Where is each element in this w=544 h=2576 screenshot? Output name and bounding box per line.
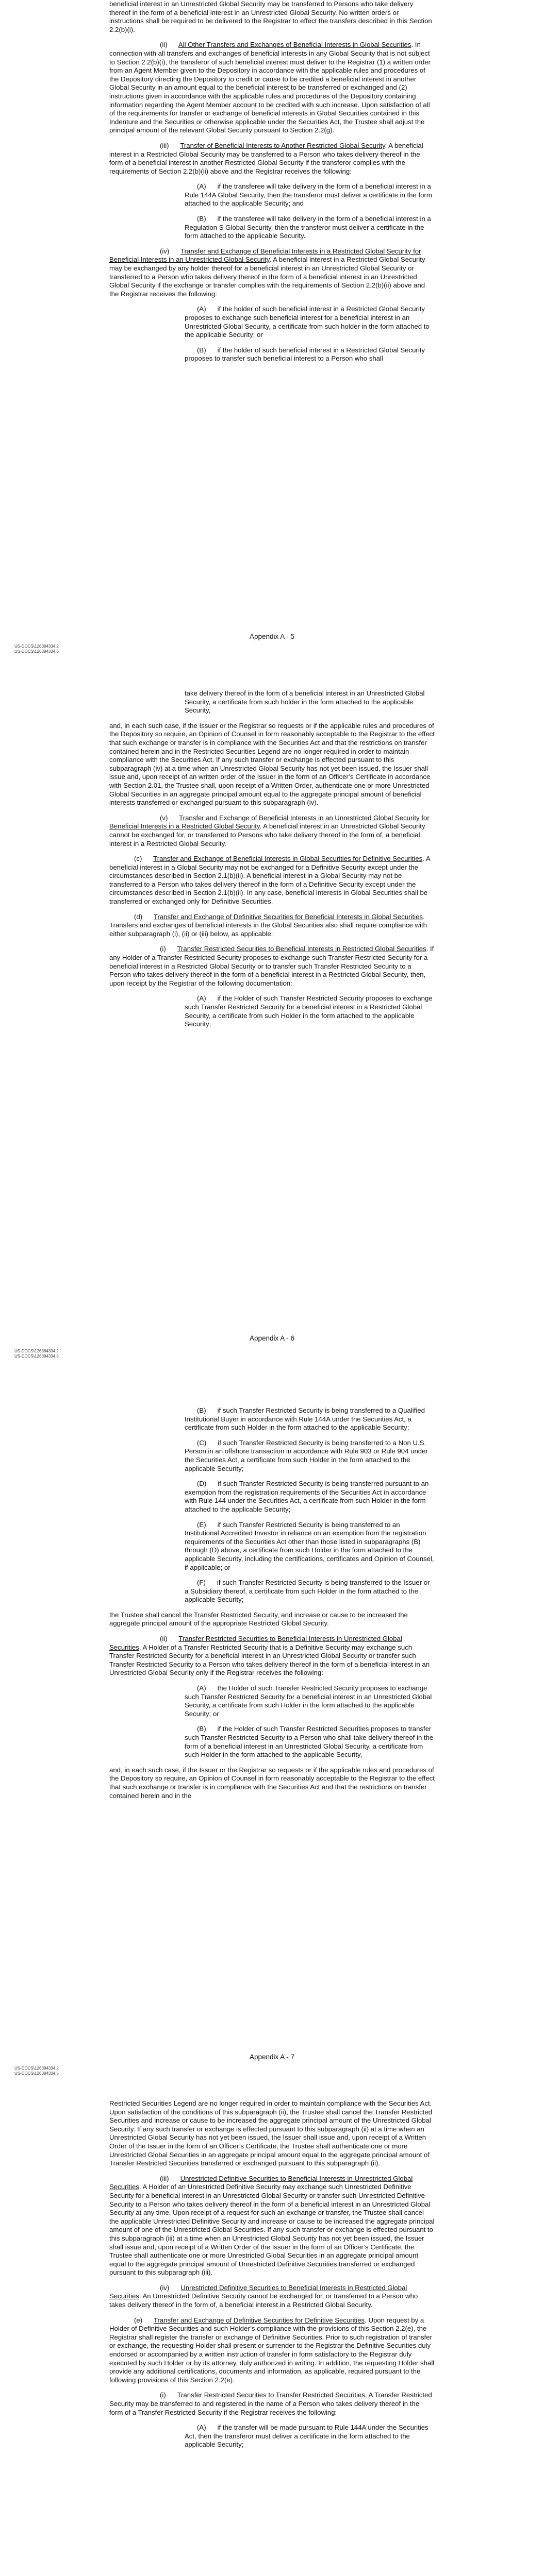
page-content xyxy=(109,0,435,370)
paragraph xyxy=(109,247,435,299)
clause-number: (A) xyxy=(197,994,206,1003)
clause-number: (e) xyxy=(134,2316,143,2324)
clause-text: . A beneficial interest in an Unrestricted Global Security cannot be exchanged for, or transferred to Persons who take delivery thereof in the form of, a beneficial interest in a Restricted Global Security. xyxy=(109,822,425,848)
paragraph xyxy=(185,1579,435,1604)
clause-number: (C) xyxy=(197,1438,207,1447)
paragraph xyxy=(185,1684,435,1718)
paragraph: and, in each such case, if the Issuer or the Registrar so requests or if the applicable rules and procedures of the Depository so require, an Opinion of Counsel in form reasonably acceptable to the Registrar to the effect that such exchange or transfer is in compliance with the Securities Act and that the restrictions on transfer contained herein and in the Restricted Securities Legend are no longer required in order to maintain compliance with the Securities Act. If any such transfer or exchange is effected pursuant to this subparagraph (iv) at a time when an Unrestricted Global Security has not yet been issued, the Issuer shall issue and, upon receipt of an written order of the Issuer in the form of an Officer’s Certificate in accordance with Section 2.01, the Trustee shall, upon receipt of a Written Order, authenticate one or more Unrestricted Global Securities in an aggregate principal amount equal to the aggregate principal amount of beneficial interests transferred or exchanged pursuant to this subparagraph (iv). xyxy=(109,721,435,807)
clause-heading: Transfer of Beneficial Interests to Another Restricted Global Security xyxy=(180,141,385,149)
clause-text: if such Transfer Restricted Security is being transferred to the Issuer or a Subsidiary thereof, a certificate from such Holder in the form attached to the applicable Security; xyxy=(185,1579,430,1604)
clause-number: (D) xyxy=(197,1480,207,1488)
document-page xyxy=(0,1391,544,2076)
clause-number: (ii) xyxy=(160,41,168,49)
paragraph xyxy=(185,346,435,363)
clause-text: if such Transfer Restricted Security is being transferred to a Non U.S. Person in an offshore transaction in accordance with Rule 903 or Rule 904 under the Securities Act, a certificate from such Holder in the form attached to the applicable Security; xyxy=(185,1438,428,1472)
paragraph xyxy=(109,2316,435,2385)
clause-text: if such Transfer Restricted Security is being transferred to a Qualified Institutional Buyer in accordance with Rule 144A under the Securities Act, a certificate from such Holder in the form attached to the applicable Security; xyxy=(185,1406,425,1432)
clause-number: (B) xyxy=(197,346,206,354)
paragraph: beneficial interest in an Unrestricted Global Security may be transferred to Persons who take delivery thereof in the form of a beneficial interest in an Unrestricted Global Security. No written orders or instructions shall be required to be delivered to the Registrar to effect the transfers described in this Section 2.2(b)(i). xyxy=(109,0,432,33)
paragraph xyxy=(185,1406,435,1432)
clause-heading: Unrestricted Definitive Securities to Beneficial Interests in Restricted Global Securities xyxy=(109,2283,407,2300)
paragraph xyxy=(185,215,435,241)
clause-number: (v) xyxy=(160,814,168,822)
paragraph xyxy=(109,2284,435,2310)
clause-text: . A beneficial interest in a Global Security may not be exchanged for a Definitive Security except under the circumstances described in Section 2.1(b)(ii). A beneficial interest in a Global Security may not be transferred to a Person who takes delivery thereof in the form of a Definitive Security except under the circumstances described in Section 2.1(b)(ii). In any case, beneficial interests in Global Securities shall be transferred or exchanged only for Definitive Securities. xyxy=(109,855,430,906)
clause-heading: Transfer Restricted Securities to Beneficial Interests in Restricted Global Securities xyxy=(177,945,426,953)
clause-number: (i) xyxy=(160,2391,166,2399)
document-id-line: US-DOCS\126384334.2 xyxy=(14,644,59,649)
clause-number: (A) xyxy=(197,182,206,191)
paragraph xyxy=(109,945,435,988)
clause-heading: Transfer Restricted Securities to Transfer Restricted Securities xyxy=(177,2391,365,2399)
paragraph xyxy=(185,1521,435,1572)
clause-text: . Upon request by a Holder of Definitive Securities and such Holder’s compliance with the provisions of this Section 2.2(e), the Registrar shall register the transfer or exchange of Definitive Securities. Prior to such registration of transfer or exchange, the requesting Holder shall present or surrender to the Registrar the Definitive Securities duly endorsed or accompanied by a written instruction of transfer in form satisfactory to the Registrar duly executed by such Holder or by its attorney, duly authorized in writing. In addition, the requesting Holder shall provide any additional certifications, documents and information, as applicable, required pursuant to the following provisions of this Section 2.2(e). xyxy=(109,2316,435,2384)
clause-heading: Transfer and Exchange of Definitive Securities for Definitive Securities xyxy=(153,2316,365,2324)
paragraph xyxy=(109,814,435,848)
clause-text: the Holder of such Transfer Restricted Security proposes to exchange such Transfer Restricted Security for a beneficial interest in an Unrestricted Global Security, a certificate from such Holder in the form attached to the applicable Security; or xyxy=(185,1684,432,1718)
document-page xyxy=(0,670,544,1376)
clause-text: . An Unrestricted Definitive Security cannot be exchanged for, or transferred to a Person who takes delivery thereof in the form of, a beneficial interest in a Restricted Global Security. xyxy=(109,2292,418,2309)
clause-text: if such Transfer Restricted Security is being transferred to an Institutional Accredited Investor in reliance on an exemption from the registration requirements of the Securities Act other than those listed in subparagraphs (B) through (D) above, a certificate from such Holder in the form attached to the applicable Security, including the certifications, certificates and Opinion of Counsel, if applicable; or xyxy=(185,1520,434,1571)
clause-number: (A) xyxy=(197,2424,206,2432)
clause-number: (B) xyxy=(197,215,206,223)
clause-number: (F) xyxy=(197,1579,206,1587)
clause-number: (B) xyxy=(197,1406,206,1414)
document-id xyxy=(14,2066,59,2076)
clause-number: (iv) xyxy=(160,2283,170,2292)
document-page xyxy=(0,2084,544,2576)
paragraph xyxy=(109,855,435,906)
clause-text: if such Transfer Restricted Security is being transferred pursuant to an exemption from the registration requirements of the Securities Act in accordance with Rule 144 under the Securities Act, a certificate from such Holder in the form attached to the applicable Security; xyxy=(185,1480,429,1513)
page-content xyxy=(109,1406,435,1807)
document-id-line: US-DOCS\126384334.5 xyxy=(14,2071,59,2076)
paragraph: and, in each such case, if the Issuer or the Registrar so requests or if the applicable rules and procedures of the Depository so require, an Opinion of Counsel in form reasonably acceptable to the Registrar to the effect that such exchange or transfer is in compliance with the Securities Act and that the restrictions on transfer contained herein and in the xyxy=(109,1766,435,1800)
clause-text: if the Holder of such Transfer Restricted Securities proposes to transfer such Transfer Restricted Security to a Person who shall take delivery thereof in the form of a beneficial interest in an Unrestricted Global Security, a certificate from such Holder in the form attached to the applicable Security, xyxy=(185,1725,434,1759)
clause-text: . A Holder of a Transfer Restricted Security that is a Definitive Security may exchange such Transfer Restricted Security for a beneficial interest in an Unrestricted Global Security or transfer such Transfer Restricted Security to a Person who takes delivery thereof in the form of a beneficial interest in an Unrestricted Global Security only if the Registrar receives the following: xyxy=(109,1643,430,1677)
clause-number: (B) xyxy=(197,1725,206,1733)
paragraph xyxy=(109,913,435,939)
clause-heading: Transfer and Exchange of Beneficial Interests in an Unrestricted Global Security for Beneficial Interests in a Restricted Global Security xyxy=(109,814,430,831)
document-id-line: US-DOCS\126384334.2 xyxy=(14,2066,59,2071)
clause-text: . A beneficial interest in a Restricted Global Security may be exchanged by any holder thereof for a beneficial interest in an Unrestricted Global Security or transferred to a Person who takes delivery thereof in the form of a beneficial interest in an Unrestricted Global Security if the exchange or transfer complies with the requirements of Section 2.2(b)(ii) above and the Registrar receives the following: xyxy=(109,256,425,298)
clause-number: (ii) xyxy=(160,1635,168,1643)
clause-text: . If any Holder of a Transfer Restricted Security proposes to exchange such Transfer Restricted Security for a beneficial interest in a Restricted Global Security or to transfer such Transfer Restricted Security to a Person who takes delivery thereof in the form of a beneficial interest in a Restricted Global Security, then, upon receipt by the Registrar of the following documentation: xyxy=(109,945,434,987)
paragraph xyxy=(109,1635,435,1677)
paragraph xyxy=(185,305,435,339)
clause-number: (iii) xyxy=(160,2174,169,2182)
clause-text: . A beneficial interest in a Restricted Global Security may be transferred to a Person who takes delivery thereof in the form of a beneficial interest in another Restricted Global Security if the transferor complies with the requirements of Section 2.2(b)(ii) above and the Registrar receives the following: xyxy=(109,141,423,175)
paragraph xyxy=(185,1439,435,1473)
clause-heading: Transfer and Exchange of Definitive Securities for Beneficial Interests in Global Securities xyxy=(153,912,423,921)
paragraph xyxy=(185,2424,435,2449)
clause-heading: Transfer and Exchange of Beneficial Interests in Global Securities for Definitive Securities xyxy=(153,855,423,863)
paragraph xyxy=(185,182,435,208)
page-footer: Appendix A - 5 xyxy=(249,633,295,640)
clause-number: (c) xyxy=(134,855,142,863)
paragraph: Restricted Securities Legend are no longer required in order to maintain compliance with the Securities Act. Upon satisfaction of the conditions of this subparagraph (ii), the Trustee shall cancel the Transfer Restricted Securities and increase or cause to be increased the aggregate principal amount of the Unrestricted Global Security. If any such transfer or exchange is effected pursuant to this subparagraph (ii) at a time when an Unrestricted Global Security has not yet been issued, the Issuer shall issue and, upon receipt of a Written Order of the Issuer in the form of an Officer’s Certificate, the Trustee shall authenticate one or more Unrestricted Global Securities in an aggregate principal amount equal to the aggregate principal amount of Transfer Restricted Securities transferred or exchanged pursuant to this subparagraph (ii). xyxy=(109,2099,432,2167)
page-footer: Appendix A - 6 xyxy=(249,1334,295,1342)
paragraph xyxy=(185,1725,435,1759)
clause-number: (d) xyxy=(134,912,143,921)
paragraph xyxy=(109,41,435,135)
page-content xyxy=(109,2099,435,2456)
clause-text: . A Transfer Restricted Security may be transferred to and registered in the name of a Person who takes delivery thereof in the form of a Transfer Restricted Security if the Registrar receives the following: xyxy=(109,2391,432,2416)
clause-text: if the transferee will take delivery in the form of a beneficial interest in a Rule 144A Global Security, then the transferor must deliver a certificate in the form attached to the applicable Security; and xyxy=(185,182,432,208)
clause-number: (iv) xyxy=(160,247,170,255)
clause-number: (A) xyxy=(197,305,206,313)
clause-text: if the holder of such beneficial interest in a Restricted Global Security proposes to transfer such beneficial interest to a Person who shall xyxy=(185,346,425,363)
paragraph xyxy=(185,1480,435,1514)
paragraph xyxy=(109,2391,435,2417)
document-id xyxy=(14,1349,59,1359)
paragraph: the Trustee shall cancel the Transfer Restricted Security, and increase or cause to be increased the aggregate principal amount of the appropriate Restricted Global Security. xyxy=(109,1611,408,1628)
paragraph xyxy=(109,2175,435,2277)
clause-heading: Transfer and Exchange of Beneficial Interests in a Restricted Global Security for Beneficial Interests in an Unrestricted Global Security xyxy=(109,247,421,264)
clause-text: . Transfers and exchanges of beneficial interests in the Global Securities also shall require compliance with either subparagraph (i), (ii) or (iii) below, as applicable: xyxy=(109,912,427,938)
clause-number: (A) xyxy=(197,1684,206,1692)
document-id-line: US-DOCS\126384334.2 xyxy=(14,1349,59,1353)
paragraph: take delivery thereof in the form of a beneficial interest in an Unrestricted Global Security, a certificate from such holder in the form attached to the applicable Security, xyxy=(185,689,425,715)
clause-heading: Unrestricted Definitive Securities to Beneficial Interests in Unrestricted Global Securities xyxy=(109,2174,413,2191)
clause-text: . A Holder of an Unrestricted Definitive Security may exchange such Unrestricted Definitive Security for a beneficial interest in an Unrestricted Global Security or transfer such Unrestricted Definitive Security to a Person who takes delivery thereof in the form of a beneficial interest in an Unrestricted Global Security at any time. Upon receipt of a request for such an exchange or transfer, the Trustee shall cancel the applicable Unrestricted Definitive Security and increase or cause to be increased the aggregate principal amount of one of the Unrestricted Global Securities. If any such transfer or exchange is effected pursuant to this subparagraph (iii) at a time when an Unrestricted Global Security has not yet been issued, the Issuer shall issue and, upon receipt of a Written Order of the Issuer in the form of an Officer’s Certificate, the Trustee shall authenticate one or more Unrestricted Global Securities in an aggregate principal amount equal to the aggregate principal amount of Unrestricted Definitive Securities transferred or exchanged pursuant to this subparagraph (iii). xyxy=(109,2183,435,2277)
clause-number: (i) xyxy=(160,945,166,953)
clause-text: if the transferee will take delivery in the form of a beneficial interest in a Regulation S Global Security, then the transferor must deliver a certificate in the form attached to the applicable Security. xyxy=(185,215,431,240)
clause-text: if the Holder of such Transfer Restricted Security proposes to exchange such Transfer Restricted Security for a beneficial interest in a Restricted Global Security, a certificate from such Holder in the form attached to the applicable Security; xyxy=(185,994,433,1028)
clause-number: (iii) xyxy=(160,141,169,149)
clause-text: if the transfer will be made pursuant to Rule 144A under the Securities Act, then the transferor must deliver a certificate in the form attached to the applicable Security; xyxy=(185,2424,428,2449)
document-id xyxy=(14,644,59,654)
clause-number: (E) xyxy=(197,1520,206,1529)
document-id-line: US-DOCS\126384334.5 xyxy=(14,649,59,654)
page-content xyxy=(109,689,435,1036)
document-id-line: US-DOCS\126384334.5 xyxy=(14,1354,59,1359)
clause-heading: All Other Transfers and Exchanges of Beneficial Interests in Global Securities xyxy=(178,41,411,49)
clause-text: . In connection with all transfers and exchanges of beneficial interests in any Global Security that is not subject to Section 2.2(b)(i), the transferor of such beneficial interest must deliver to the Registrar (1) a written order from an Agent Member given to the Depository in accordance with the applicable rules and procedures of the Depository directing the Depository to credit or cause to be credited a beneficial interest in another Global Security in an amount equal to the beneficial interest to be transferred or exchanged and (2) instructions given in accordance with the applicable rules and procedures of the Depository containing information regarding the Agent Member account to be credited with such increase. Upon satisfaction of all of the requirements for transfer or exchange of beneficial interests in Global Securities contained in this Indenture and the Securities or otherwise applicable under the Securities Act, the Trustee shall adjust the principal amount of the relevant Global Security pursuant to Section 2.2(g). xyxy=(109,41,431,134)
paragraph xyxy=(109,142,435,176)
page-footer: Appendix A - 7 xyxy=(249,2053,295,2061)
clause-heading: Transfer Restricted Securities to Beneficial Interests in Unrestricted Global Securities xyxy=(109,1635,402,1651)
document-page xyxy=(0,0,544,657)
clause-text: if the holder of such beneficial interest in a Restricted Global Security proposes to exchange such beneficial interest for a beneficial interest in an Unrestricted Global Security, a certificate from such holder in the form attached to the applicable Security; or xyxy=(185,305,430,339)
paragraph xyxy=(185,994,435,1028)
